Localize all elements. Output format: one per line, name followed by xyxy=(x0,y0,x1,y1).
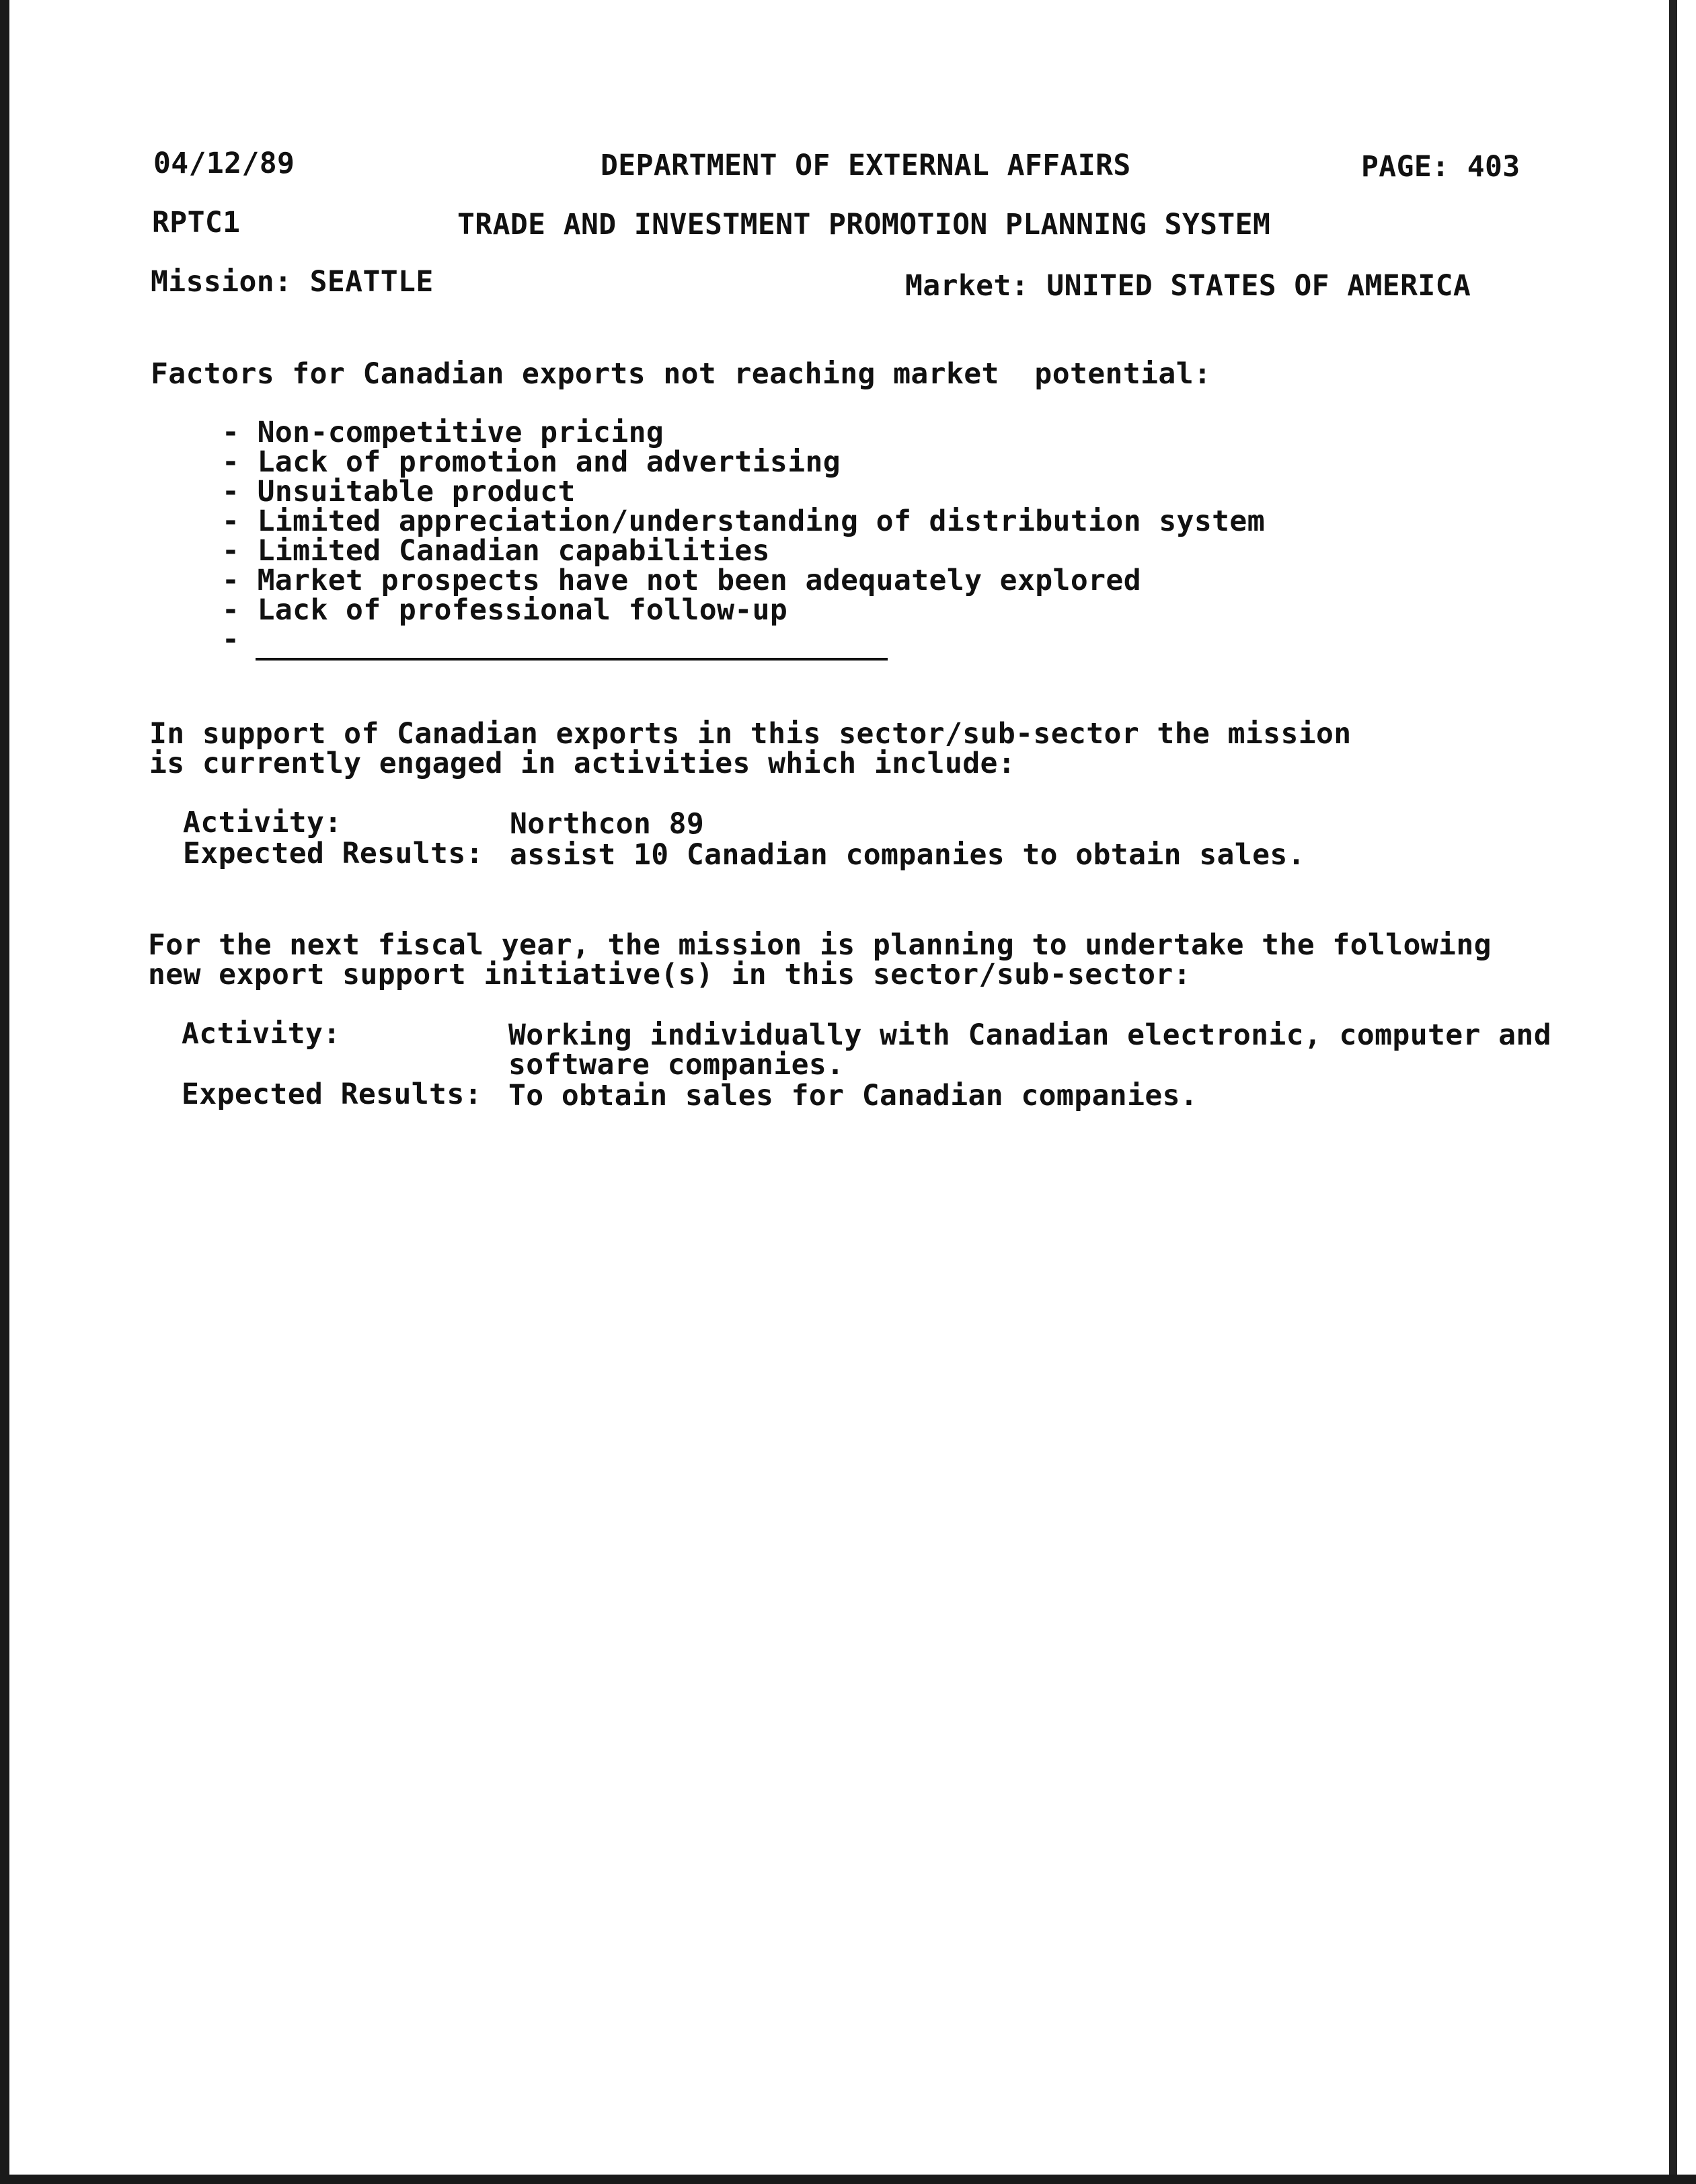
blank-fill-line xyxy=(256,658,888,661)
report-code: RPTC1 xyxy=(152,206,241,239)
current-results-label: Expected Results: xyxy=(183,837,484,870)
market-label: Market: UNITED STATES OF AMERICA xyxy=(905,269,1471,303)
next-intro-line2: new export support initiative(s) in this sector/sub-sector: xyxy=(148,958,1192,991)
department-title: DEPARTMENT OF EXTERNAL AFFAIRS xyxy=(601,149,1131,182)
list-item: - Non-competitive pricing xyxy=(222,416,664,449)
scan-edge-left xyxy=(0,0,9,2184)
current-activity-value: Northcon 89 xyxy=(510,807,705,841)
next-activity-label: Activity: xyxy=(182,1017,341,1051)
current-intro-line1: In support of Canadian exports in this sector/sub-sector the mission xyxy=(149,717,1352,751)
next-activity-value-line1: Working individually with Canadian electronic, computer and xyxy=(508,1018,1552,1052)
report-date: 04/12/89 xyxy=(153,147,295,180)
current-results-value: assist 10 Canadian companies to obtain sales. xyxy=(510,838,1305,872)
scan-edge-right xyxy=(1669,0,1677,2184)
current-activity-label: Activity: xyxy=(183,806,342,839)
system-title: TRADE AND INVESTMENT PROMOTION PLANNING SYSTEM xyxy=(457,208,1271,241)
list-item: - Limited Canadian capabilities xyxy=(222,534,770,568)
mission-label: Mission: SEATTLE xyxy=(151,265,434,299)
list-item: - Market prospects have not been adequately explored xyxy=(222,564,1141,597)
next-activity-value-line2: software companies. xyxy=(508,1048,845,1082)
current-intro-line2: is currently engaged in activities which include: xyxy=(149,747,1016,780)
next-intro-line1: For the next fiscal year, the mission is planning to undertake the following xyxy=(148,928,1492,962)
next-results-label: Expected Results: xyxy=(182,1078,482,1111)
page-number: PAGE: 403 xyxy=(1361,150,1520,184)
list-item: - Limited appreciation/understanding of distribution system xyxy=(222,504,1266,538)
list-item: - xyxy=(222,623,240,656)
list-item: - Unsuitable product xyxy=(222,475,576,509)
scan-edge-bottom xyxy=(0,2175,1696,2184)
factors-heading: Factors for Canadian exports not reaching market potential: xyxy=(151,357,1212,391)
list-item: - Lack of professional follow-up xyxy=(222,593,788,627)
next-results-value: To obtain sales for Canadian companies. xyxy=(508,1079,1198,1113)
list-item: - Lack of promotion and advertising xyxy=(222,445,841,479)
